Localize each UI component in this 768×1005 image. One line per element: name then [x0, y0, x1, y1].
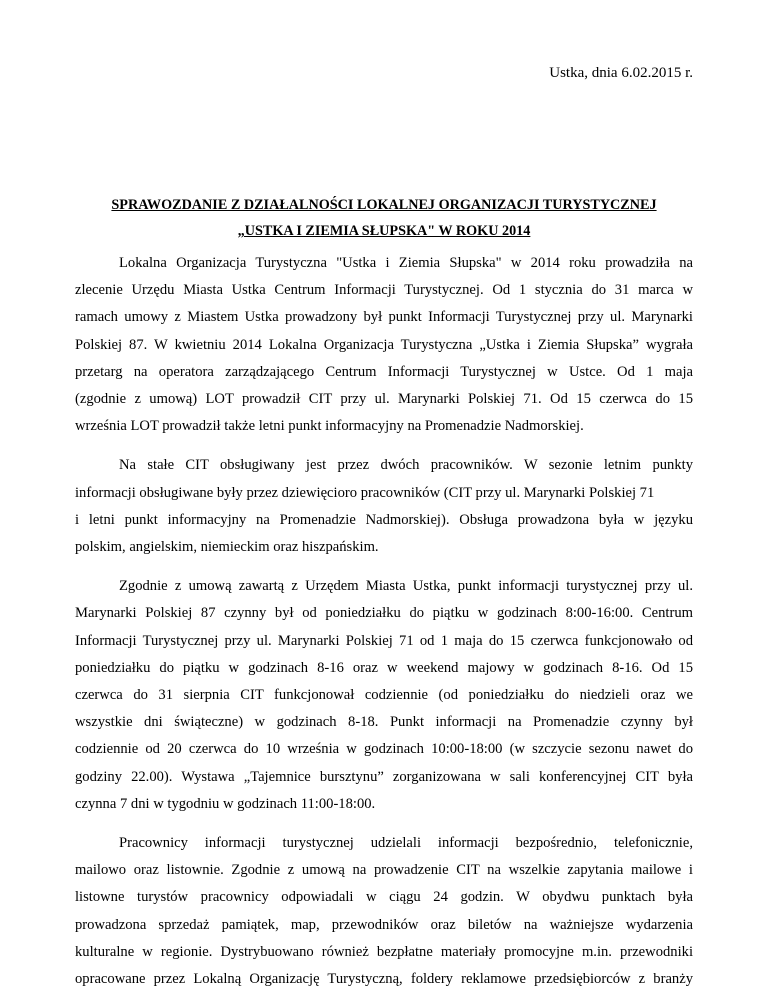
paragraph-4 — [75, 830, 693, 993]
text-line: Informacji Turystycznej przy ul. Marynarki Polskiej 71 od 1 maja do 15 czerwca funkcjonowało od — [75, 632, 693, 649]
text-line: września LOT prowadził także letni punkt informacyjny na Promenadzie Nadmorskiej. — [75, 418, 584, 435]
text-line: prowadzona sprzedaż pamiątek, map, przewodników oraz biletów na ważniejsze wydarzenia — [75, 916, 693, 933]
paragraph-2 — [75, 452, 693, 561]
text-line: kulturalne w regionie. Dystrybuowano również bezpłatne materiały promocyjne m.in. przewodniki — [75, 943, 693, 960]
text-line: Na stałe CIT obsługiwany jest przez dwóch pracowników. W sezonie letnim punkty — [119, 457, 693, 474]
title-line-2: „USTKA I ZIEMIA SŁUPSKA" W ROKU 2014 — [237, 223, 531, 239]
title-line-1: SPRAWOZDANIE Z DZIAŁALNOŚCI LOKALNEJ ORGANIZACJI TURYSTYCZNEJ — [111, 197, 657, 213]
text-line: i letni punkt informacyjny na Promenadzie Nadmorskiej). Obsługa prowadzona była w języku — [75, 511, 693, 528]
text-line: wszystkie dni świąteczne) w godzinach 8-18. Punkt informacji na Promenadzie czynny był — [75, 714, 693, 731]
text-line: Zgodnie z umową zawartą z Urzędem Miasta Ustka, punkt informacji turystycznej przy ul. — [119, 578, 693, 595]
document-body — [75, 250, 693, 1005]
paragraph-1 — [75, 250, 693, 440]
date-line: Ustka, dnia 6.02.2015 r. — [549, 65, 693, 81]
text-line: codziennie od 20 czerwca do 10 września w godzinach 10:00-18:00 (w szczycie sezonu nawet do — [75, 741, 693, 758]
text-line: Lokalna Organizacja Turystyczna "Ustka i Ziemia Słupska" w 2014 roku prowadziła na — [119, 255, 693, 271]
text-line: zlecenie Urzędu Miasta Ustka Centrum Informacji Turystycznej. Od 1 stycznia do 31 marca w — [75, 282, 693, 299]
text-line: polskim, angielskim, niemieckim oraz hiszpańskim. — [75, 539, 379, 556]
text-line: mailowo oraz listownie. Zgodnie z umową na prowadzenie CIT na wszelkie zapytania mailowe i — [75, 862, 693, 879]
text-line: Marynarki Polskiej 87 czynny był od poniedziałku do piątku w godzinach 8:00-16:00. Centrum — [75, 605, 693, 622]
text-line: godziny 22.00). Wystawa „Tajemnice bursztynu” zorganizowana w sali konferencyjnej CIT była — [75, 768, 693, 785]
text-line: przetarg na operatora zarządzającego Centrum Informacji Turystycznej w Ustce. Od 1 maja — [75, 363, 693, 380]
document-title — [75, 192, 693, 244]
text-line: ramach umowy z Miastem Ustka prowadzony był punkt Informacji Turystycznej przy ul. Marynarki — [75, 309, 693, 326]
text-line: Polskiej 87. W kwietniu 2014 Lokalna Organizacja Turystyczna „Ustka i Ziemia Słupska” wygrała — [75, 336, 693, 353]
text-line: Pracownicy informacji turystycznej udzielali informacji bezpośrednio, telefonicznie, — [119, 835, 693, 852]
paragraph-3 — [75, 573, 693, 818]
text-line: listowne turystów pracownicy odpowiadali w ciągu 24 godzin. W obydwu punktach była — [75, 889, 693, 906]
text-line: opracowane przez Lokalną Organizację Turystyczną, foldery reklamowe przedsiębiorców z branży — [75, 971, 693, 988]
text-line: czerwca do 31 sierpnia CIT funkcjonował codziennie (od poniedziałku do niedzieli oraz we — [75, 687, 693, 704]
text-line: czynna 7 dni w tygodniu w godzinach 11:00-18:00. — [75, 795, 376, 812]
text-line: informacji obsługiwane były przez dziewięcioro pracowników (CIT przy ul. Marynarki Polskiej 71 — [75, 484, 655, 501]
text-line: (zgodnie z umową) LOT prowadził CIT przy ul. Marynarki Polskiej 71. Od 15 czerwca do 15 — [75, 391, 693, 408]
text-line: poniedziałku do piątku w godzinach 8-16 oraz w weekend majowy w godzinach 8-16. Od 15 — [75, 659, 693, 676]
